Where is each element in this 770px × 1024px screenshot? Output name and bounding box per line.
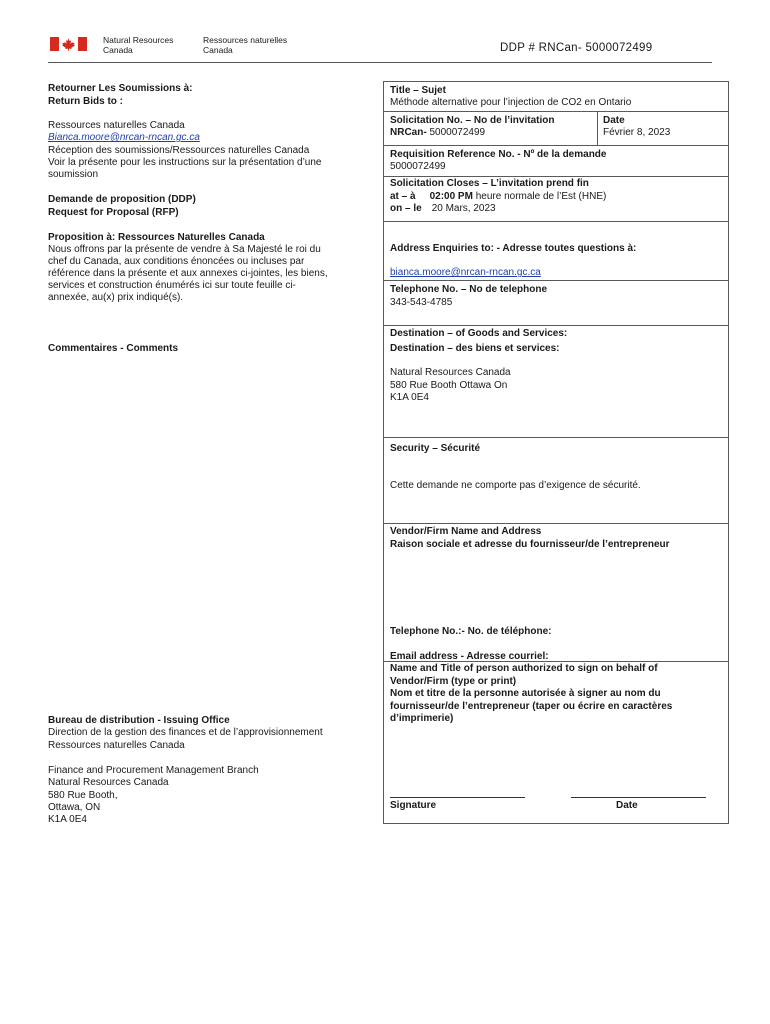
closes-time-row [390, 191, 606, 204]
authorized-line: d’imprimerie) [390, 713, 454, 724]
department-name-fr-line1: Ressources naturelles [203, 35, 288, 45]
authorized-line: Vendor/Firm (type or print) [390, 676, 517, 687]
enquiries-label: Address Enquiries to: - Adresse toutes questions à: [390, 243, 637, 254]
closes-date: 20 Mars, 2023 [431, 203, 496, 214]
issuing-office-line1: Direction de la gestion des finances et de l’approvisionnement [48, 727, 323, 738]
return-reception: Réception des soumissions/Ressources naturelles Canada [48, 145, 310, 156]
date-value: Février 8, 2023 [603, 127, 671, 138]
department-name-fr [203, 36, 287, 55]
vendor-label-fr: Raison sociale et adresse du fournisseur/de l’entrepreneur [390, 539, 670, 550]
branch-line: Natural Resources Canada [48, 777, 169, 788]
return-bids-fr-label: Retourner Les Soumissions à: [48, 83, 193, 94]
requisition-value: 5000072499 [390, 161, 446, 172]
branch-line: Ottawa, ON [48, 802, 101, 813]
requisition-label: Requisition Reference No. - Nº de la demande [390, 149, 607, 160]
solicitation-number [390, 127, 485, 140]
date-label: Date [603, 115, 625, 126]
enquiries-email-link[interactable]: bianca.moore@nrcan-rncan.gc.ca [390, 267, 541, 278]
destination-label-fr: Destination – des biens et services: [390, 343, 560, 354]
proposition-line: chef du Canada, aux conditions énoncées ou incluses par [48, 256, 305, 267]
security-text: Cette demande ne comporte pas d’exigence de sécurité. [390, 480, 641, 491]
proposition-line: référence dans la présente et aux annexes ci-jointes, les biens, [48, 268, 328, 279]
authorized-line: Name and Title of person authorized to sign on behalf of [390, 663, 658, 674]
proposition-line: Nous offrons par la présente de vendre à Sa Majesté le roi du [48, 244, 321, 255]
sign-date-line[interactable] [571, 797, 706, 798]
solicitation-prefix: NRCan- [390, 127, 427, 138]
proposition-line: annexée, au(x) prix indiqué(s). [48, 292, 184, 303]
return-email-link[interactable]: Bianca.moore@nrcan-rncan.gc.ca [48, 132, 200, 143]
ddp-fr-label: Demande de proposition (DDP) [48, 194, 196, 205]
canada-flag-icon [50, 37, 87, 51]
issuing-office-label: Bureau de distribution - Issuing Office [48, 715, 230, 726]
department-name-fr-line2: Canada [203, 44, 233, 55]
return-note-line2: soumission [48, 169, 99, 180]
destination-label-en: Destination – of Goods and Services: [390, 328, 568, 339]
return-organization: Ressources naturelles Canada [48, 120, 185, 131]
title-value: Méthode alternative pour l’injection de CO2 en Ontario [390, 97, 632, 108]
telephone-label: Telephone No. – No de telephone [390, 284, 548, 295]
return-note-line1: Voir la présente pour les instructions sur la présentation d’une [48, 157, 322, 168]
vendor-email-label: Email address - Adresse courriel: [390, 651, 549, 662]
rfp-en-label: Request for Proposal (RFP) [48, 207, 179, 218]
comments-label: Commentaires - Comments [48, 343, 179, 354]
title-label: Title – Sujet [390, 85, 446, 96]
authorized-line: fournisseur/de l’entrepreneur (taper ou écrire en caractères [390, 701, 673, 712]
closes-at-label: at – à [390, 191, 416, 202]
destination-line: Natural Resources Canada [390, 367, 511, 378]
closes-time: 02:00 PM [429, 191, 473, 202]
authorized-line: Nom et titre de la personne autorisée à signer au nom du [390, 688, 661, 699]
department-name-en-line2: Canada [103, 44, 133, 55]
closes-date-row [390, 203, 496, 216]
header-divider [48, 62, 712, 63]
signature-line[interactable] [390, 797, 525, 798]
sign-date-label: Date [616, 800, 638, 811]
vendor-phone-label: Telephone No.:- No. de téléphone: [390, 626, 552, 637]
ddp-number: DDP # RNCan- 5000072499 [500, 42, 653, 54]
proposition-line: services et construction énumérés ici sur toute feuille ci- [48, 280, 296, 291]
department-name-en [103, 36, 173, 55]
branch-line: Finance and Procurement Management Branch [48, 765, 259, 776]
branch-line: 580 Rue Booth, [48, 790, 118, 801]
proposition-title: Proposition à: Ressources Naturelles Canada [48, 232, 265, 243]
issuing-office-line2: Ressources naturelles Canada [48, 740, 185, 751]
branch-line: K1A 0E4 [48, 814, 87, 825]
department-name-en-line1: Natural Resources [103, 35, 174, 45]
signature-label: Signature [390, 800, 437, 811]
closes-label: Solicitation Closes – L’invitation prend fin [390, 178, 589, 189]
closes-on-label: on – le [390, 203, 422, 214]
solicitation-label: Solicitation No. – No de l’invitation [390, 115, 555, 126]
security-label: Security – Sécurité [390, 443, 481, 454]
closes-time-zone: heure normale de l’Est (HNE) [472, 191, 607, 202]
return-bids-en-label: Return Bids to : [48, 96, 123, 107]
vendor-label-en: Vendor/Firm Name and Address [390, 526, 542, 537]
solicitation-value: 5000072499 [426, 127, 486, 138]
destination-line: K1A 0E4 [390, 392, 429, 403]
telephone-value: 343-543-4785 [390, 297, 453, 308]
destination-line: 580 Rue Booth Ottawa On [390, 380, 508, 391]
